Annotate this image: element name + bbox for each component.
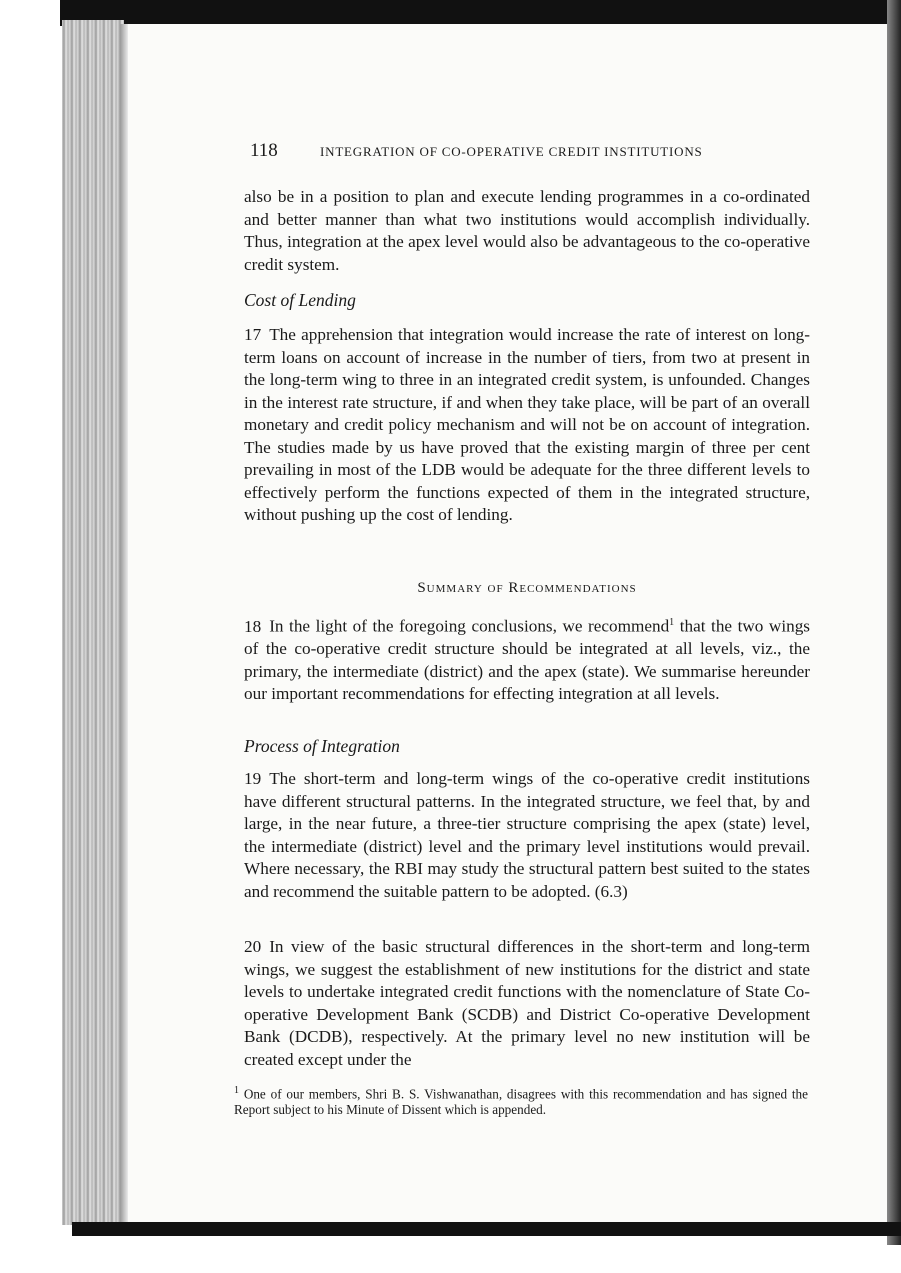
paragraph-text: The short-term and long-term wings of the co-operative credit institutions have different structural patterns. In the integrated structure, we feel that, by and large, in the near future, a three-tier structure comprising the apex (state) level, the intermediate (district) level and the primary level institutions would prevail. Where necessary, the RBI may study the structural pattern best suited to the states and recommend the suitable pattern to be adopted. (6.3) [244,769,810,901]
paragraph-17 [244,324,810,527]
footnote-text: One of our members, Shri B. S. Vishwanathan, disagrees with this recommendation and has signed the Report subject to his Minute of Dissent which is appended. [234,1086,808,1118]
footnote-marker: 1 [234,1085,239,1096]
paragraph-18 [244,612,810,706]
paragraph-text: In the light of the foregoing conclusions, we recommend [269,616,670,636]
section-heading-process: Process of Integration [244,736,400,756]
paragraph-text-cont: that the two wings of the co-operative credit structure should be integrated at all levels, viz., the primary, the intermediate (district) and the apex (state). We summarise hereunder our important recommendations for effecting integration at all levels. [244,616,810,704]
paragraph-19 [244,768,810,903]
running-head [250,140,810,164]
footnote [234,1083,808,1118]
paragraph-opening: also be in a position to plan and execute lending programmes in a co-ordinated and better manner than what two institutions would accomplish individually. Thus, integration at the apex level would also be advantageous to the co-operative credit system. [244,187,810,274]
scan-right-edge [887,0,901,1245]
paragraph-number: 17 [244,325,262,344]
paragraph-text: The apprehension that integration would increase the rate of interest on long-term loans on account of increase in the number of tiers, from two at present in the long-term wing to three in an integrated credit system, is unfounded. Changes in the interest rate structure, if and when they take place, will be part of an overall monetary and credit policy mechanism and will not be on account of integration. The studies made by us have proved that the existing margin of three per cent prevailing in most of the LDB would be adequate for the three different levels to effectively perform the functions expected of them in the integrated structure, without pushing up the cost of lending. [244,325,810,524]
paragraph-number: 19 [244,769,262,788]
paragraph-20 [244,936,810,1071]
footnote-reference: 1 [669,617,675,628]
section-heading-cost-of-lending: Cost of Lending [244,290,356,310]
scan-top-edge [60,0,901,26]
paragraph-number: 20 [244,937,262,956]
scan-bottom-edge [72,1222,901,1236]
running-title: INTEGRATION OF CO-OPERATIVE CREDIT INSTITUTIONS [320,144,703,159]
paragraph-number: 18 [244,616,262,636]
book-binding [62,20,124,1225]
paragraph-text: In view of the basic structural differences in the short-term and long-term wings, we suggest the establishment of new institutions for the district and state levels to undertake integrated credit functions with the nomenclature of State Co-operative Development Bank (SCDB) and District Co-operative Development Bank (DCDB), respectively. At the primary level no new institution will be created except under the [244,937,810,1069]
section-heading-summary: Summary of Recommendations [417,580,637,596]
page-number: 118 [250,140,278,161]
